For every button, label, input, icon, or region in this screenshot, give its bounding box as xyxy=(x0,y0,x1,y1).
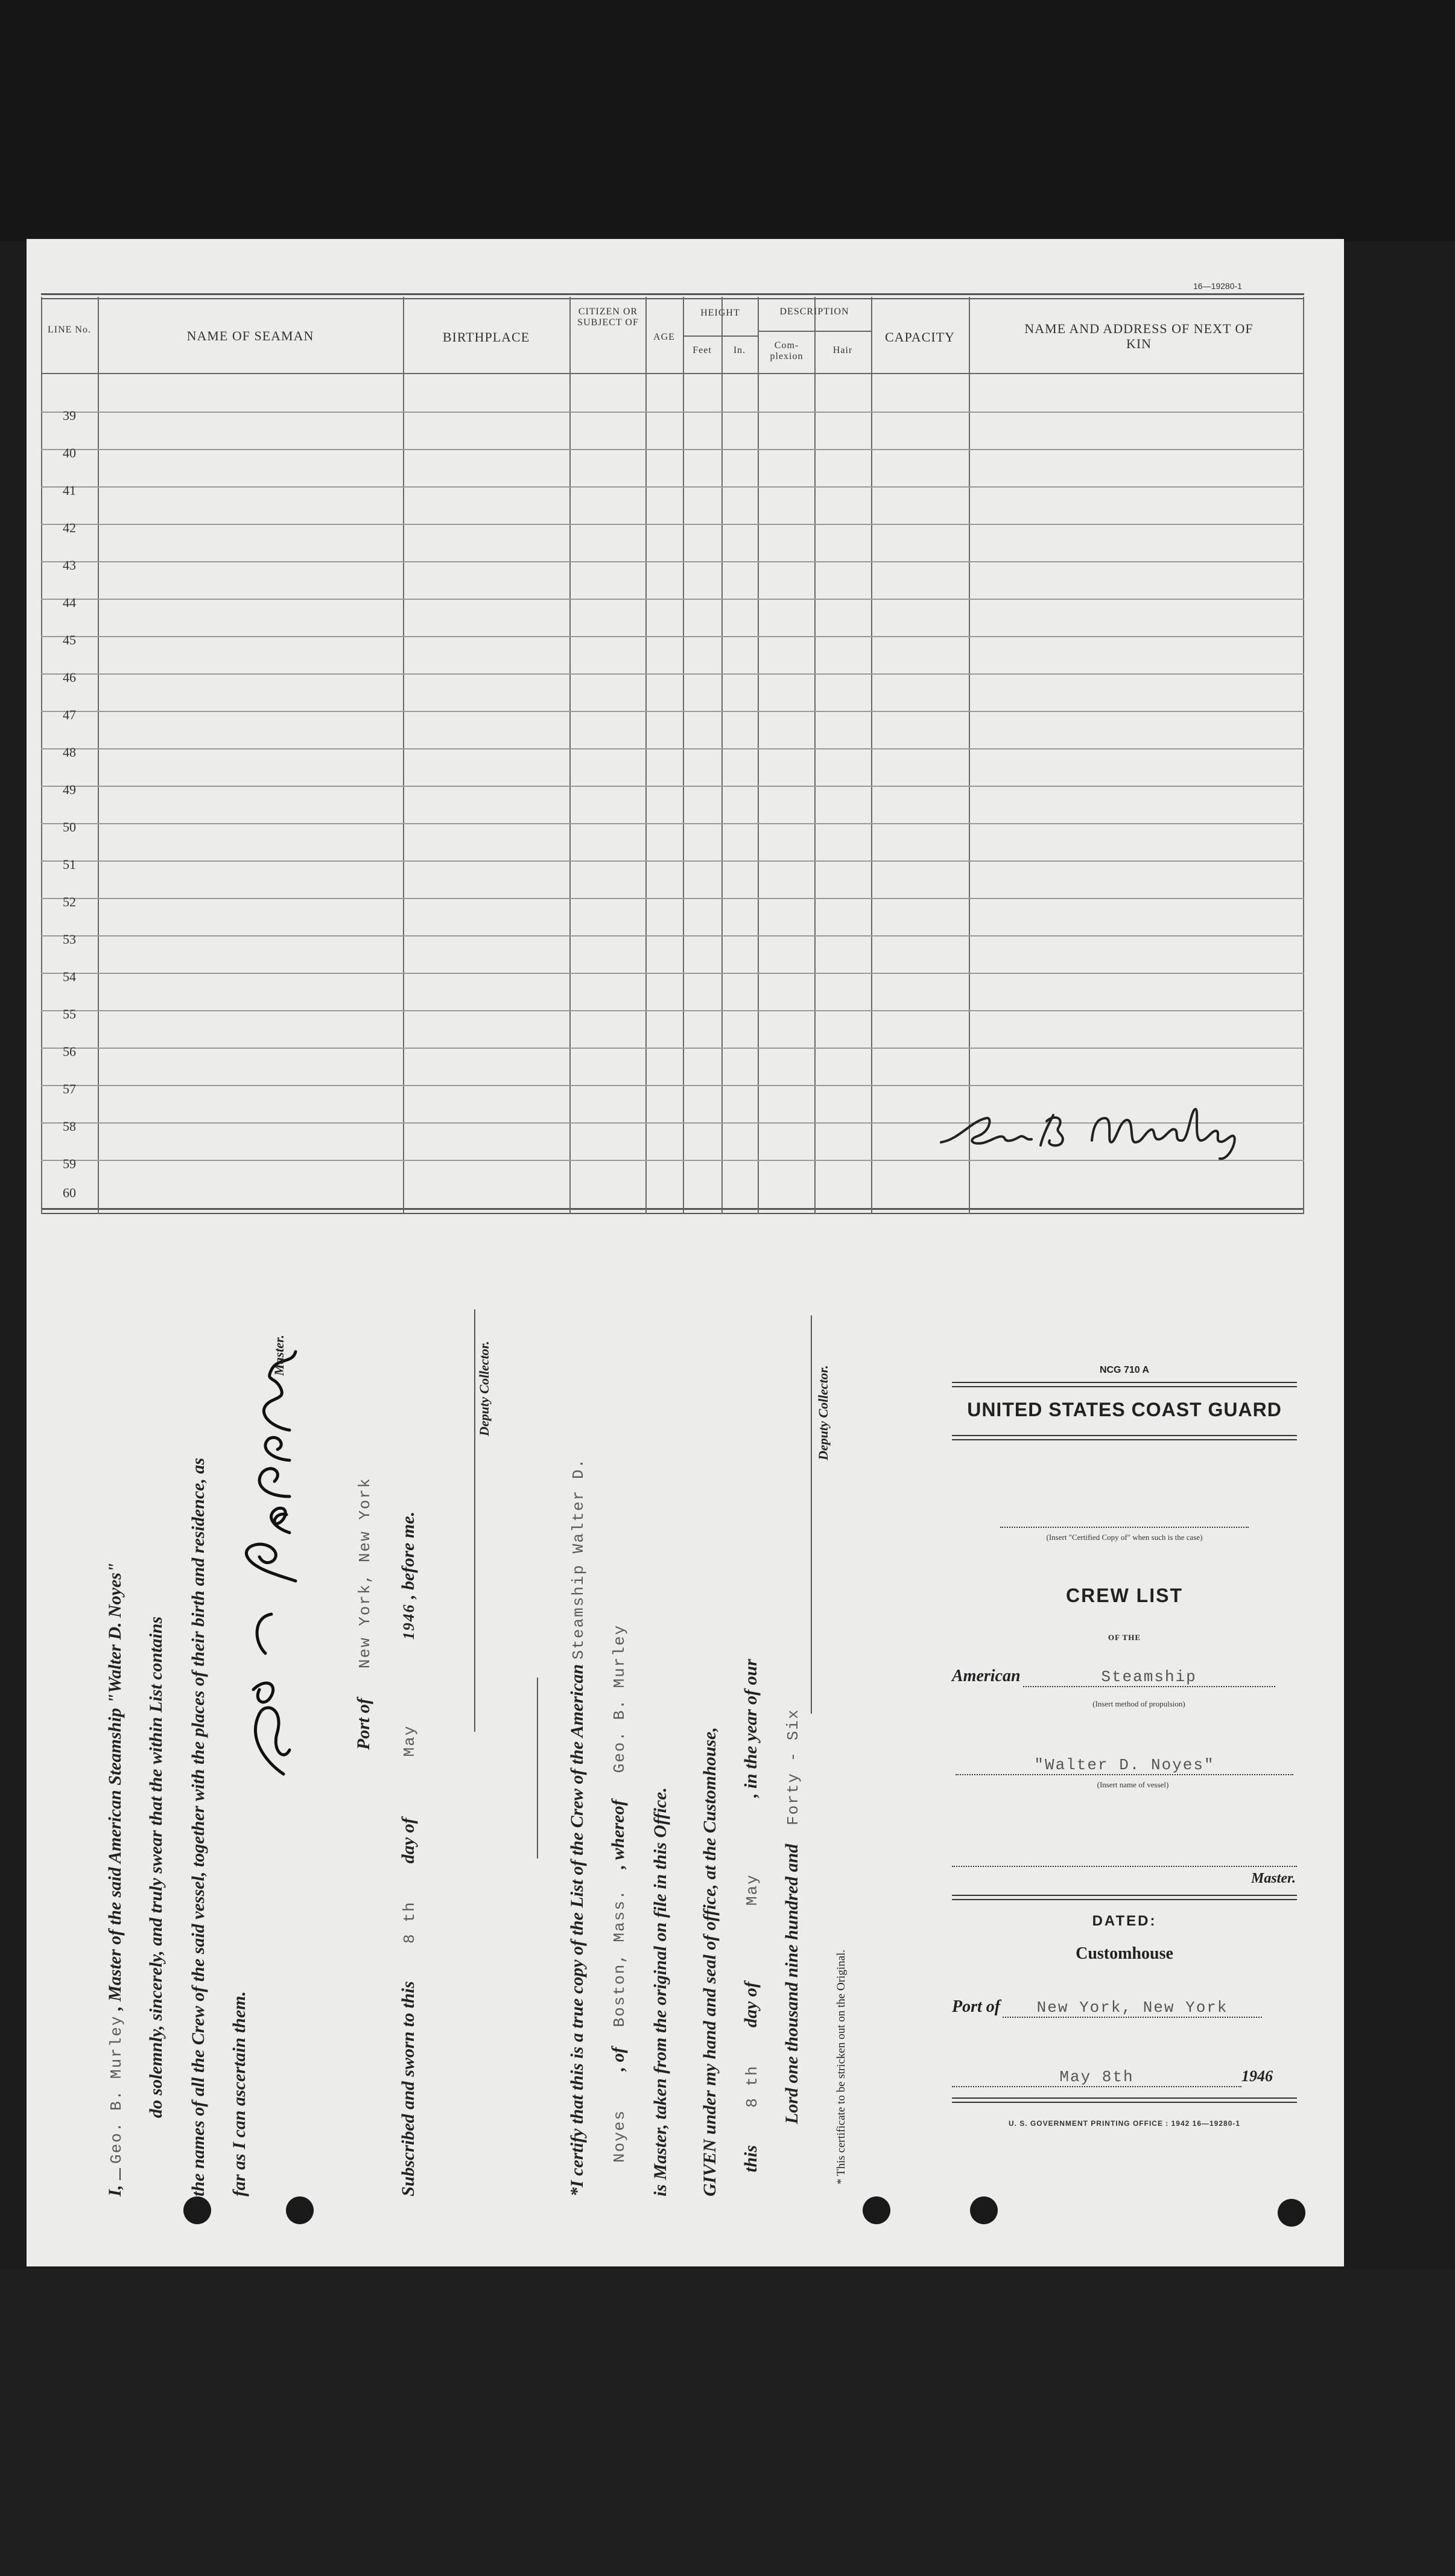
col-line xyxy=(403,297,404,1214)
line-number: 56 xyxy=(63,1044,76,1059)
header-hair: Hair xyxy=(832,345,853,355)
header-inches: In. xyxy=(733,345,746,355)
cover-port-value: New York, New York xyxy=(1003,1999,1262,2018)
cover-date-value: May 8th xyxy=(952,2068,1241,2087)
row-rule xyxy=(41,636,1304,637)
cover-panel xyxy=(952,1358,1297,2154)
oath-line-4: far as I can ascertain them. xyxy=(229,1991,249,2196)
this-day-line xyxy=(741,1659,761,2172)
certify-text: *I certify that this is a true copy of the List of the Crew of the American xyxy=(567,1664,587,2196)
this-month: May xyxy=(743,1874,761,1906)
oath-section xyxy=(54,1243,899,2209)
header-feet: Feet xyxy=(693,345,712,355)
subscribed-line xyxy=(398,1512,419,2196)
row-rule xyxy=(41,449,1304,450)
line-number: 39 xyxy=(63,408,76,423)
row-rule xyxy=(41,823,1304,824)
header-height: HEIGHT xyxy=(700,308,740,318)
port-of-line xyxy=(353,1452,374,1750)
scan-background-top xyxy=(0,0,1455,241)
punch-hole xyxy=(863,2196,890,2224)
port-of-label: Port of xyxy=(353,1698,373,1750)
oath-master-name: Geo. B. Murley xyxy=(107,2015,125,2164)
form-code-top: 16—19280-1 xyxy=(1193,281,1242,291)
row-rule xyxy=(41,561,1304,562)
row-rule xyxy=(41,898,1304,899)
this-day: 8 th xyxy=(743,2065,761,2108)
header-capacity: CAPACITY xyxy=(885,329,955,345)
propulsion-hint: (Insert method of propulsion) xyxy=(1092,1699,1185,1708)
punch-hole xyxy=(1278,2199,1305,2227)
printer-line: U. S. GOVERNMENT PRINTING OFFICE : 1942 16—19280-1 xyxy=(1008,2119,1241,2128)
line-number: 42 xyxy=(63,520,76,535)
row-rule xyxy=(41,673,1304,675)
given-line: GIVEN under my hand and seal of office, at the Customhouse, xyxy=(700,1727,720,2196)
cover-master-label: Master. xyxy=(1251,1871,1296,1886)
customhouse-label: Customhouse xyxy=(1076,1944,1173,1963)
oath-line-1 xyxy=(105,1562,125,2196)
table-top-rule-2 xyxy=(41,298,1304,299)
certified-copy-line xyxy=(1000,1527,1249,1528)
cover-port-row xyxy=(952,1997,1297,2018)
lord-line xyxy=(782,1694,802,2124)
line-number: 45 xyxy=(63,632,76,647)
line-number: 41 xyxy=(63,483,76,498)
row-rule xyxy=(41,973,1304,974)
punch-hole xyxy=(286,2196,314,2224)
lord-year: Forty - Six xyxy=(784,1708,802,1826)
col-line xyxy=(871,297,872,1214)
header-citizen: CITIZEN OR SUBJECT OF xyxy=(577,307,639,328)
line-number: 52 xyxy=(63,894,76,909)
line-number: 47 xyxy=(63,707,76,722)
dated-label: DATED: xyxy=(1092,1913,1157,1929)
subscribed-day-of: day of xyxy=(398,1818,418,1864)
col-line xyxy=(721,297,723,1214)
vessel-hint: (Insert name of vessel) xyxy=(1097,1780,1169,1789)
cover-port-label: Port of xyxy=(952,1997,1001,2016)
vessel-value: "Walter D. Noyes" xyxy=(956,1756,1293,1775)
line-number: 51 xyxy=(63,857,76,872)
subscribed-month: May xyxy=(401,1725,419,1757)
oath-line-3: the names of all the Crew of the said vessel, together with the places of their birth and residence, as xyxy=(188,1457,208,2196)
cover-rule-1 xyxy=(952,1382,1297,1387)
deputy-collector-line-2 xyxy=(811,1315,812,1714)
certify-line-3: is Master, taken from the original on file in this Office. xyxy=(650,1787,670,2196)
punch-hole xyxy=(970,2196,998,2224)
header-bottom-rule xyxy=(41,373,1304,374)
row-rule xyxy=(41,1048,1304,1049)
line-number: 43 xyxy=(63,558,76,573)
deputy-collector-label-1: Deputy Collector. xyxy=(477,1341,492,1436)
cover-rule-3 xyxy=(952,1895,1297,1900)
deputy-collector-label-2: Deputy Collector. xyxy=(816,1365,831,1460)
crew-list-title: CREW LIST xyxy=(1066,1585,1183,1606)
port-of-value: New York, New York xyxy=(356,1477,374,1669)
subscribed-before-me: , before me. xyxy=(398,1511,418,1599)
of-the-label: OF THE xyxy=(1108,1633,1141,1642)
day-of-label: day of xyxy=(741,1982,761,2027)
subscribed-day: 8 th xyxy=(401,1901,419,1944)
line-number: 44 xyxy=(63,595,76,610)
propulsion-row xyxy=(952,1667,1297,1687)
american-label: American xyxy=(952,1667,1021,1685)
line-number: 53 xyxy=(63,932,76,947)
vessel-row xyxy=(952,1756,1297,1775)
cover-year-value: 1946 xyxy=(1241,2067,1273,2085)
col-line xyxy=(758,297,759,1214)
row-rule xyxy=(41,786,1304,787)
row-rule xyxy=(41,412,1304,413)
table-top-rule xyxy=(41,293,1304,295)
certify-vessel-cont: Noyes xyxy=(610,2110,629,2163)
line-number: 48 xyxy=(63,745,76,760)
line-number: 58 xyxy=(63,1119,76,1134)
lord-label: Lord one thousand nine hundred and xyxy=(782,1843,802,2124)
certify-line-2 xyxy=(608,1602,629,2196)
line-number: 54 xyxy=(63,969,76,984)
col-line xyxy=(683,297,684,1214)
propulsion-value: Steamship xyxy=(1023,1668,1275,1687)
this-label: this xyxy=(741,2145,761,2172)
description-subrule xyxy=(758,331,871,332)
punch-hole xyxy=(183,2196,211,2224)
line-number: 59 xyxy=(63,1156,76,1171)
subscribed-text: Subscribed and sworn to this xyxy=(398,1981,418,2196)
header-line-no: LINE No. xyxy=(48,325,91,335)
oath-signature xyxy=(229,1315,308,1798)
height-subrule xyxy=(683,336,758,337)
row-rule xyxy=(41,1010,1304,1011)
scan-background-bottom xyxy=(0,2269,1455,2576)
line-number: 57 xyxy=(63,1081,76,1096)
oath-name-underline-start xyxy=(119,2168,121,2180)
table-signature xyxy=(935,1085,1249,1169)
oath-i: I, xyxy=(105,2184,125,2196)
cover-date-row xyxy=(952,2067,1297,2087)
crew-table xyxy=(41,293,1304,1219)
header-birthplace: BIRTHPLACE xyxy=(442,329,530,345)
certify-vessel: Steamship Walter D. xyxy=(569,1457,588,1660)
row-rule xyxy=(41,486,1304,488)
col-line xyxy=(569,297,571,1214)
header-age: AGE xyxy=(653,332,675,342)
col-line xyxy=(1303,297,1304,1214)
oath-line-2: do solemnly, sincerely, and truly swear that the within List contains xyxy=(146,1616,166,2118)
line-number: 50 xyxy=(63,819,76,835)
line-number: 40 xyxy=(63,445,76,460)
row-rule xyxy=(41,748,1304,749)
header-description: DESCRIPTION xyxy=(779,307,849,317)
certify-of: , of xyxy=(608,2047,628,2072)
cover-rule-4 xyxy=(952,2097,1297,2103)
year-of-label: , in the year of our xyxy=(741,1659,761,1798)
cover-form-code: NCG 710 A xyxy=(1099,1365,1150,1375)
cover-agency: UNITED STATES COAST GUARD xyxy=(967,1399,1282,1420)
line-number: 55 xyxy=(63,1007,76,1022)
row-rule xyxy=(41,711,1304,712)
col-line xyxy=(814,297,816,1214)
certificate-footnote: * This certificate to be stricken out on the Original. xyxy=(835,1949,848,2184)
certify-master: Geo. B. Murley xyxy=(610,1624,629,1773)
oath-line-1-text: , Master of the said American Steamship "Walter D. Noyes" xyxy=(105,1562,125,2011)
row-rule xyxy=(41,599,1304,600)
certify-whereof: , whereof xyxy=(608,1799,628,1869)
certified-copy-hint: (Insert "Certified Copy of" when such is the case) xyxy=(1046,1533,1203,1542)
master-line xyxy=(952,1866,1297,1867)
oath-master-label: Master. xyxy=(271,1335,287,1376)
line-number: 49 xyxy=(63,782,76,797)
divider-vertical xyxy=(537,1678,538,1859)
line-number: 46 xyxy=(63,670,76,685)
table-bottom-rule xyxy=(41,1208,1304,1210)
certify-line-1 xyxy=(567,1458,588,2196)
row-rule xyxy=(41,524,1304,525)
deputy-collector-line-1 xyxy=(474,1309,475,1732)
row-rule xyxy=(41,860,1304,862)
line-number: 60 xyxy=(63,1185,76,1200)
cover-rule-2 xyxy=(952,1435,1297,1440)
col-line xyxy=(645,297,647,1214)
certify-port: Boston, Mass. xyxy=(610,1889,629,2027)
header-next-of-kin: NAME AND ADDRESS OF NEXT OF KIN xyxy=(1024,321,1254,352)
header-complexion: Com-plexion xyxy=(770,340,804,362)
subscribed-year: 1946 xyxy=(400,1603,417,1640)
row-rule xyxy=(41,935,1304,937)
header-name-of-seaman: NAME OF SEAMAN xyxy=(186,328,314,343)
table-bottom-rule-2 xyxy=(41,1213,1304,1214)
col-line xyxy=(969,297,970,1214)
